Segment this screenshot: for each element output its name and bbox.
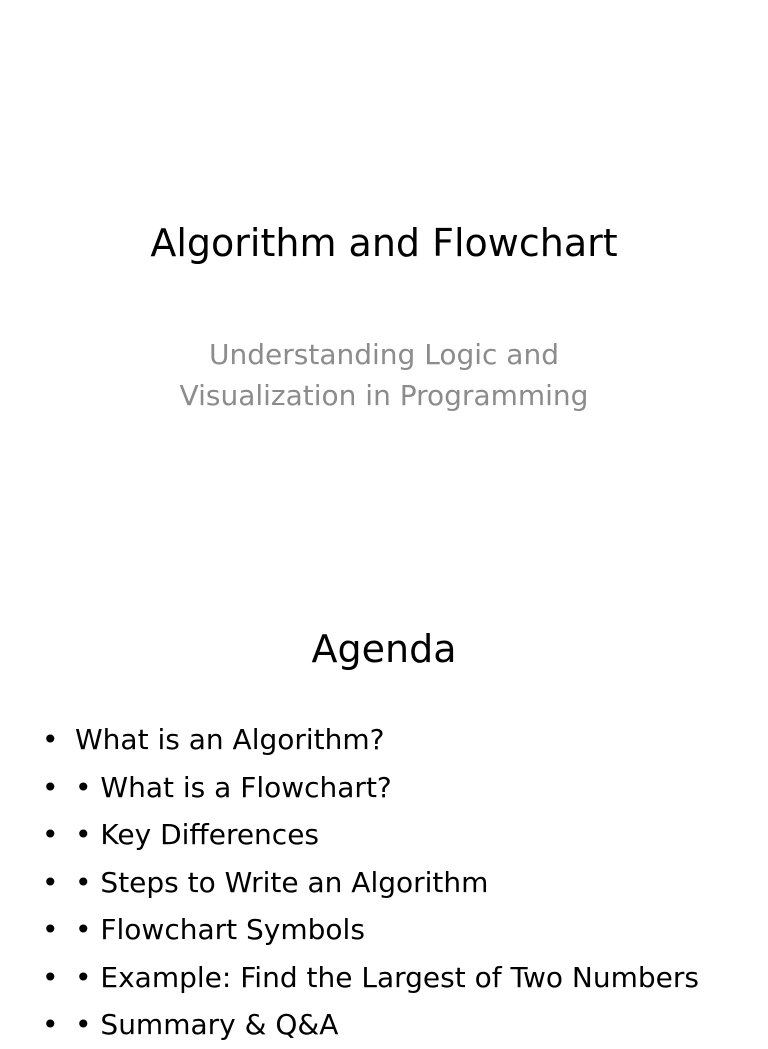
list-item-text: • Example: Find the Largest of Two Numbers (75, 960, 699, 994)
slide-subtitle (134, 334, 634, 416)
list-item (42, 811, 699, 859)
agenda-title: Agenda (311, 627, 457, 671)
list-item (42, 954, 699, 1002)
agenda-list (42, 716, 699, 1049)
list-item-text: • Key Differences (75, 818, 320, 851)
list-item-text: • Summary & Q&A (75, 1008, 339, 1041)
bullet-icon: • (42, 960, 59, 994)
slide-title: Algorithm and Flowchart (150, 221, 618, 265)
subtitle-line-2: Visualization in Programming (179, 379, 589, 412)
list-item-text: What is an Algorithm? (75, 723, 385, 756)
list-item-text: • Steps to Write an Algorithm (75, 865, 489, 899)
list-item (42, 906, 699, 954)
subtitle-line-1: Understanding Logic and (209, 338, 559, 371)
list-item (42, 859, 699, 907)
list-item-text: • Flowchart Symbols (75, 913, 365, 946)
list-item (42, 764, 699, 812)
agenda-slide (0, 576, 768, 1041)
bullet-icon: • (42, 1008, 59, 1041)
bullet-icon: • (42, 865, 59, 899)
list-item (42, 1001, 699, 1049)
bullet-icon: • (42, 770, 59, 804)
bullet-icon: • (42, 818, 59, 851)
bullet-icon: • (42, 913, 59, 946)
bullet-icon: • (42, 723, 59, 756)
list-item-text: • What is a Flowchart? (75, 770, 392, 804)
list-item (42, 716, 699, 764)
